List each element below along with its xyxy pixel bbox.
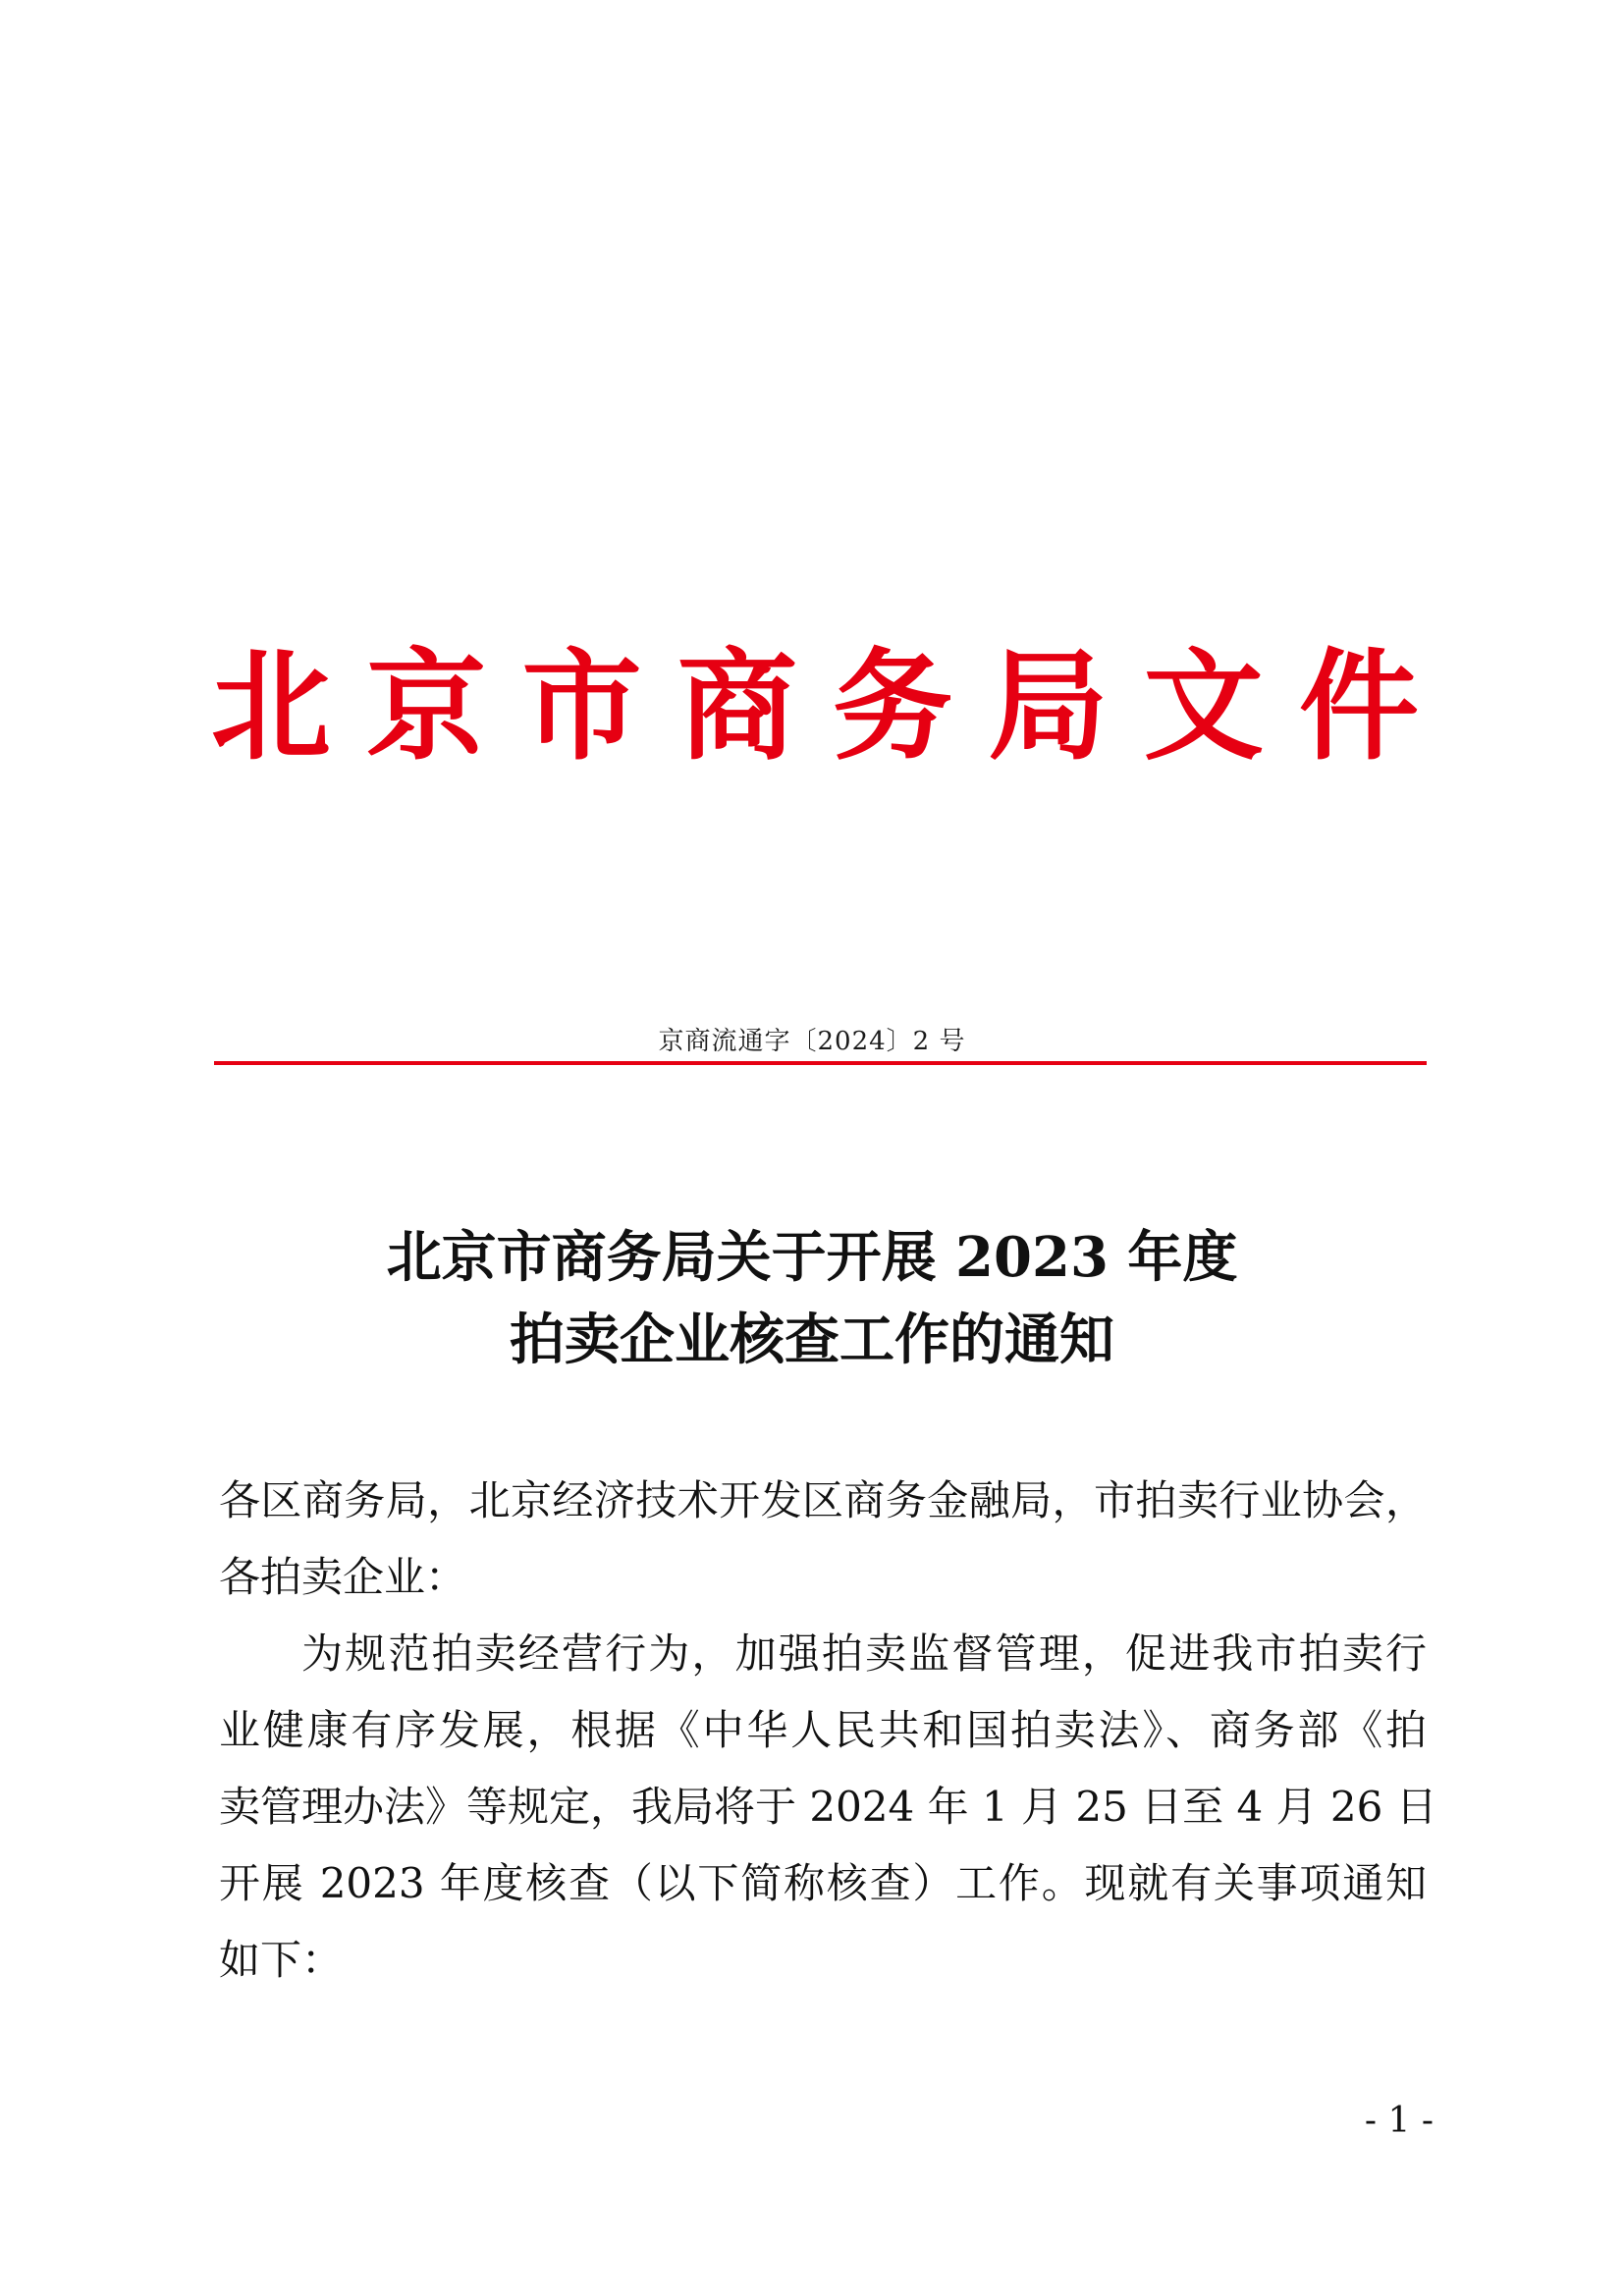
notice-title-line-2: 拍卖企业核查工作的通知 [510,1308,1114,1372]
masthead-char: 务 [833,637,953,776]
masthead-char: 京 [366,637,487,776]
paragraph-line: 卖管理办法》等规定，我局将于 2024 年 1 月 25 日至 4 月 26 日 [219,1783,1437,1831]
paragraph-line: 为规范拍卖经营行为，加强拍卖监督管理，促进我市拍卖行 [301,1629,1427,1678]
paragraph-line: 开展 2023 年度核查（以下简称核查）工作。现就有关事项通知 [219,1859,1427,1907]
masthead-char: 市 [521,637,642,776]
document-masthead [211,638,1419,775]
masthead-char: 局 [988,637,1109,776]
body-paragraph [219,1616,1437,1999]
salutation [219,1463,1427,1616]
masthead-char: 商 [677,637,797,776]
masthead-char: 文 [1143,637,1264,776]
masthead-char: 件 [1298,637,1419,776]
salutation-line: 各拍卖企业： [219,1553,467,1601]
notice-title-line-1: 北京市商务局关于开展 2023 年度 [386,1225,1238,1290]
paragraph-line: 业健康有序发展，根据《中华人民共和国拍卖法》、商务部《拍 [219,1706,1427,1754]
masthead-char: 北 [211,637,331,776]
header-divider [214,1061,1427,1065]
document-number: 京商流通字〔2024〕2 号 [658,1027,966,1056]
paragraph-line: 如下： [219,1936,344,1984]
page-number: - 1 - [1364,2101,1434,2141]
salutation-line: 各区商务局，北京经济技术开发区商务金融局，市拍卖行业协会， [219,1476,1427,1524]
